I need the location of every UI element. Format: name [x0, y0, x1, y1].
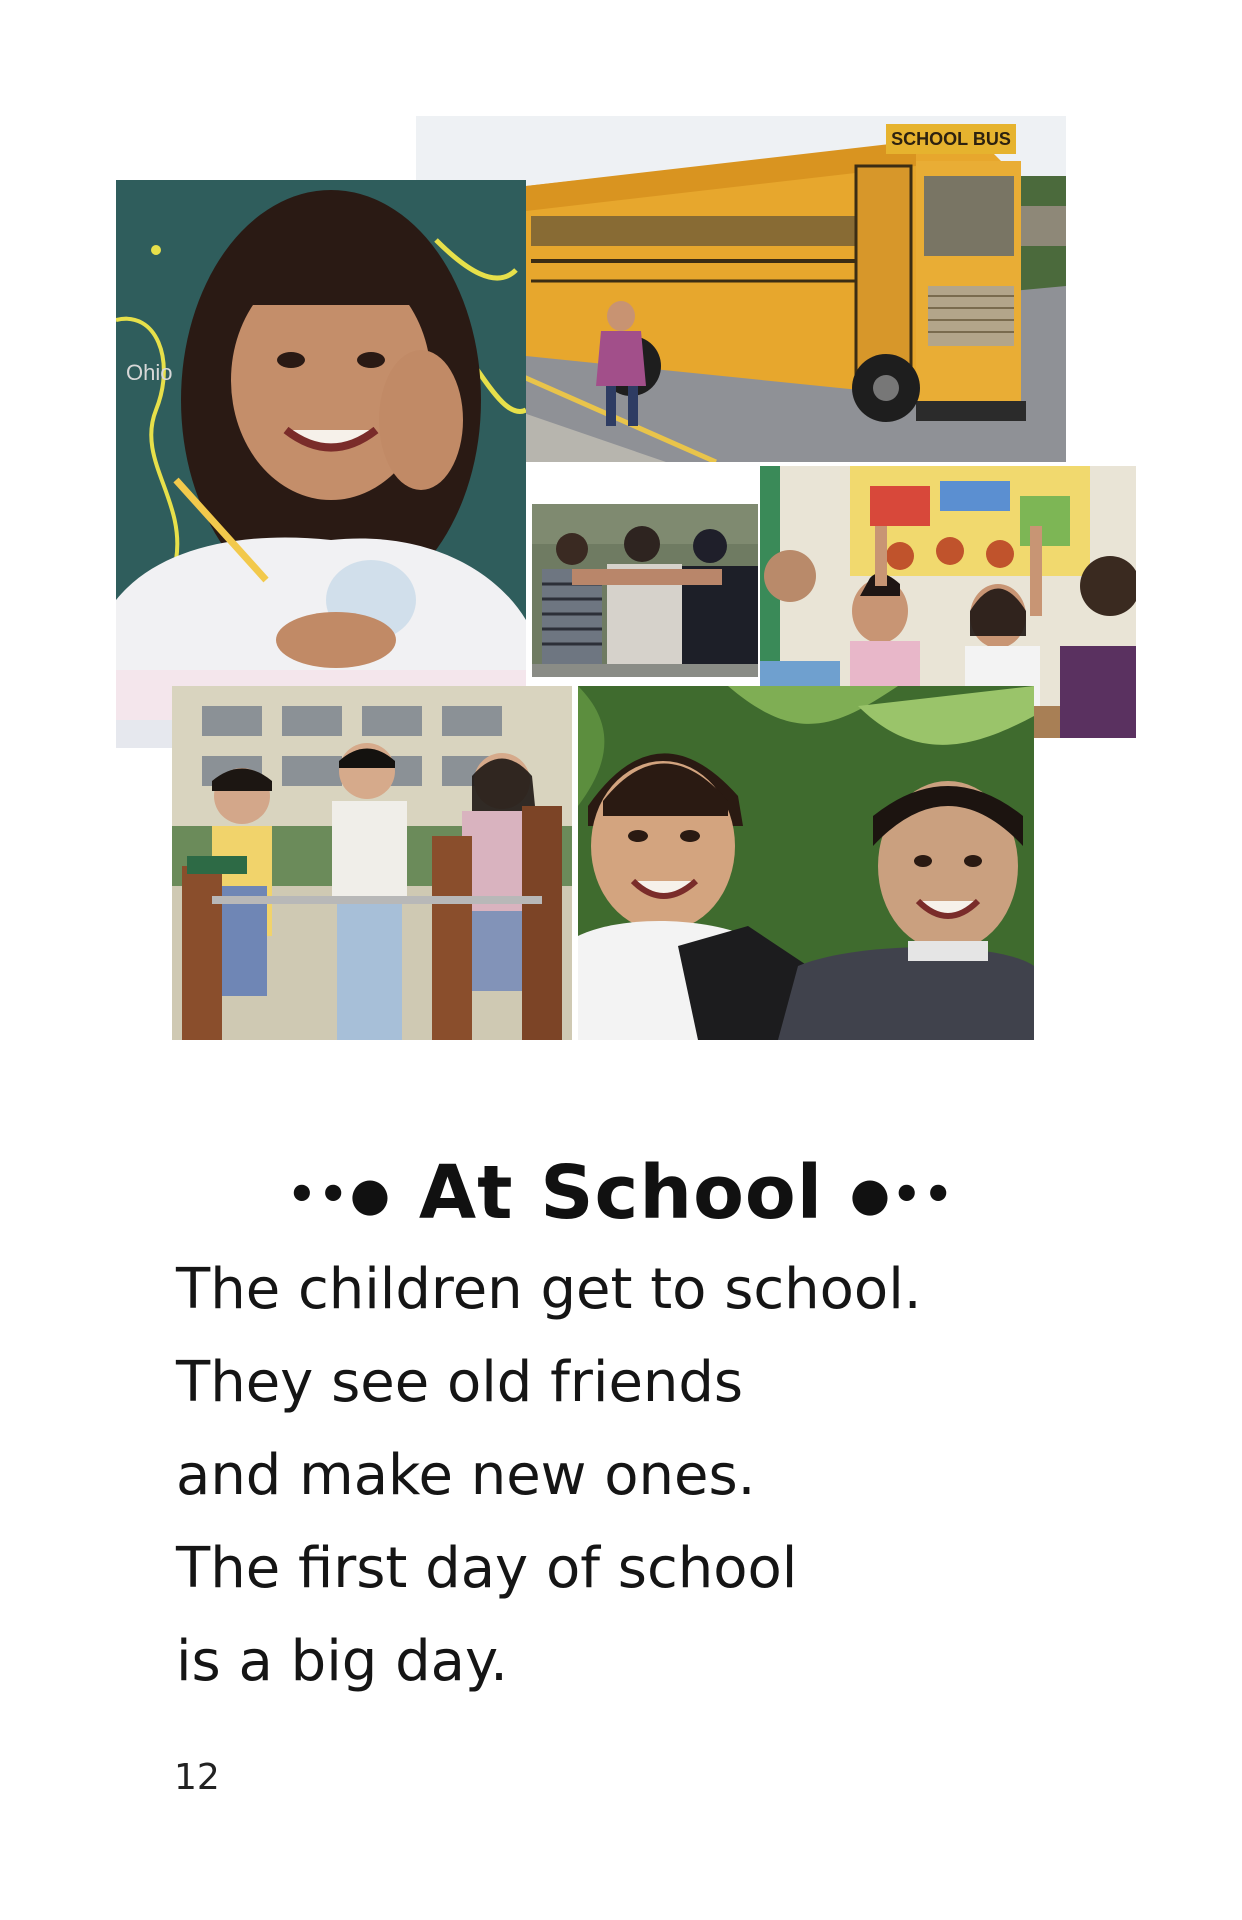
friends-hugging-photo — [532, 504, 758, 677]
map-text: Ohio — [126, 360, 173, 385]
page-number: 12 — [174, 1757, 220, 1798]
heading-right-dots: ●•• — [849, 1167, 955, 1221]
smiling-boys-photo — [578, 686, 1034, 1040]
heading-title: At School — [418, 1150, 824, 1236]
story-text — [176, 1243, 1176, 1708]
bus-sign-text: SCHOOL BUS — [891, 129, 1011, 149]
story-line: The children get to school. — [176, 1257, 922, 1322]
girl-writing-photo — [116, 180, 526, 748]
story-line: and make new ones. — [176, 1443, 756, 1508]
heading-left-dots: ••● — [287, 1167, 393, 1221]
story-line: The first day of school — [176, 1536, 798, 1601]
story-line: They see old friends — [176, 1350, 744, 1415]
playground-kids-photo — [172, 686, 572, 1040]
story-line: is a big day. — [176, 1629, 508, 1694]
section-heading — [0, 1145, 1242, 1242]
